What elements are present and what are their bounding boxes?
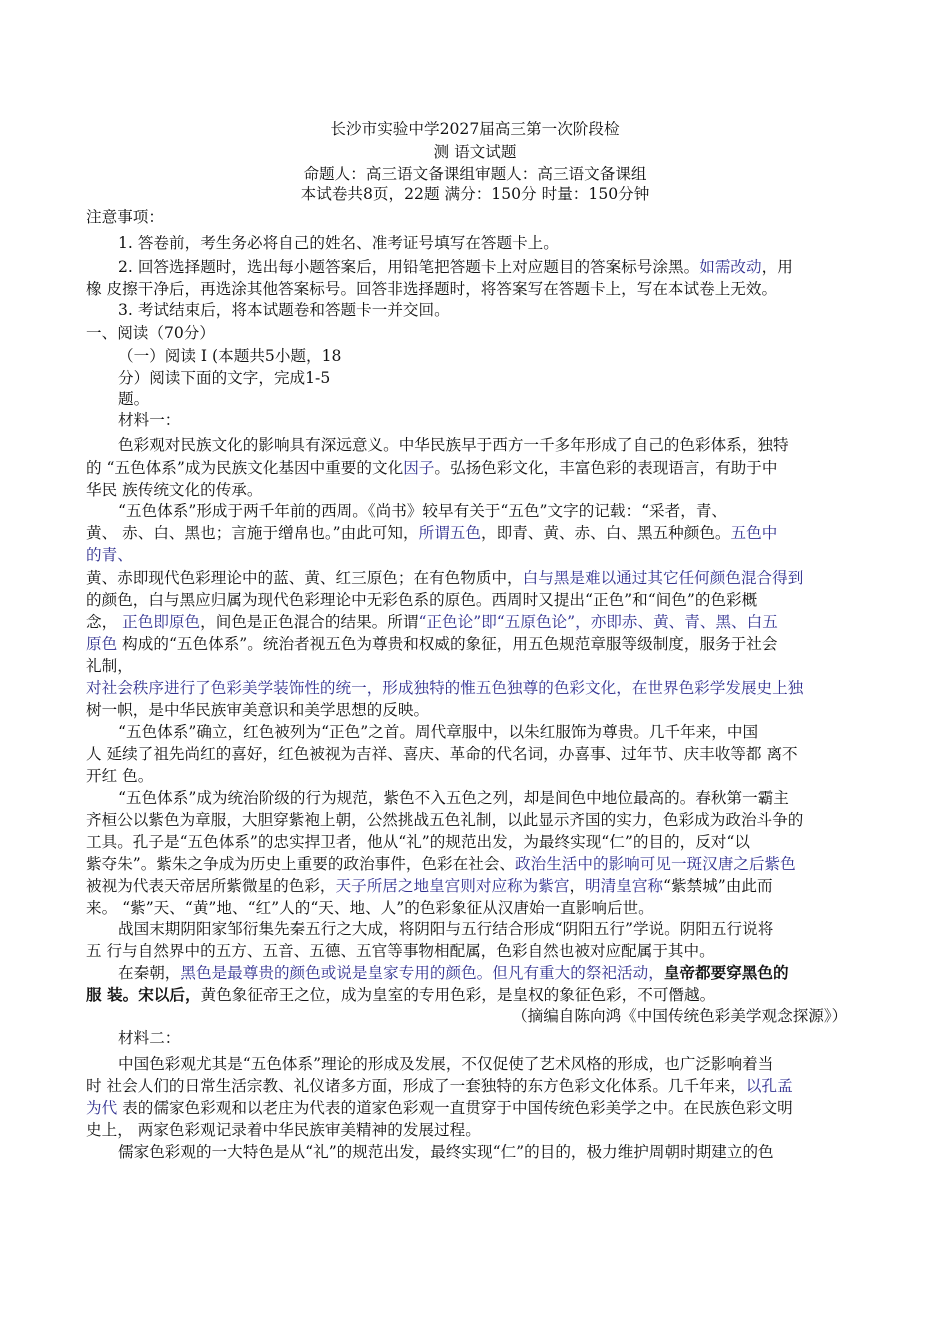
- note-item-2-cont: 橡 皮擦干净后，再选涂其他答案标号。回答非选择题时，将答案写在答题卡上，写在本试卷上无效。: [86, 280, 778, 298]
- p3-line-3: 开红 色。: [86, 767, 154, 785]
- material-two-label: 材料二：: [118, 1029, 181, 1047]
- p4-line-4: 紫夺朱”。紫朱之争成为历史上重要的政治事件，色彩在社会、政治生活中的影响可见一斑汉唐之后紫色: [86, 855, 796, 873]
- doc-title-cont: 测 语文试题: [433, 143, 517, 161]
- subsection-line-1: （一）阅读 I (本题共5小题，18: [118, 347, 342, 365]
- p5-line-2: 五 行与自然界中的五方、五音、五德、五官等事物相配属，色彩自然也被对应配属于其中。: [86, 942, 715, 960]
- subsection-line-3: 题。: [118, 390, 150, 408]
- m2-p1-line-3: 为代 表的儒家色彩观和以老庄为代表的道家色彩观一直贯穿于中国传统色彩美学之中。在民族色彩文明: [86, 1099, 793, 1117]
- doc-title: 长沙市实验中学2027届高三第一次阶段检: [330, 120, 620, 138]
- m2-p1-line-1: 中国色彩观尤其是“五色体系”理论的形成及发展，不仅促使了艺术风格的形成，也广泛影响着当: [118, 1055, 774, 1073]
- note-item-1: 1. 答卷前，考生务必将自己的姓名、准考证号填写在答题卡上。: [118, 234, 559, 252]
- p3-line-2: 人 延续了祖先尚红的喜好，红色被视为吉祥、喜庆、革命的代名词，办喜事、过年节、庆丰收等都 离不: [86, 745, 798, 763]
- p1-line-1: 色彩观对民族文化的影响具有深远意义。中华民族早于西方一千多年形成了自己的色彩体系，独特: [118, 436, 789, 454]
- p2-line-8: 礼制，: [86, 657, 133, 675]
- doc-exam-info: 本试卷共8页，22题 满分：150分 时量：150分钟: [300, 185, 650, 203]
- m2-p2-line-1: 儒家色彩观的一大特色是从“礼”的规范出发，最终实现“仁”的目的，极力维护周朝时期建立的色: [118, 1143, 774, 1161]
- p2-line-2: 黄、 赤、白、黑也；言施于缯帛也。”由此可知，所谓五色，即青、黄、赤、白、黑五种颜色。五色中: [86, 524, 778, 542]
- p6-line-2: 服 装。宋以后，黄色象征帝王之位，成为皇室的专用色彩，是皇权的象征色彩，不可僭越。: [86, 985, 716, 1004]
- source-citation: （摘编自陈向鸿《中国传统色彩美学观念探源》）: [512, 1007, 848, 1025]
- m2-p1-line-4: 史上， 两家色彩观记录着中华民族审美精神的发展过程。: [86, 1121, 481, 1139]
- subsection-line-2: 分）阅读下面的文字，完成1-5: [118, 369, 331, 387]
- p2-line-5: 的颜色，白与黑应归属为现代色彩理论中无彩色系的原色。西周时又提出“正色”和“间色”的色彩概: [86, 591, 758, 609]
- p2-line-4: 黄、赤即现代色彩理论中的蓝、黄、红三原色；在有色物质中，白与黑是难以通过其它任何颜色混合得到: [86, 569, 804, 587]
- notes-heading: 注意事项：: [86, 208, 164, 226]
- p4-line-3: 工具。孔子是“五色体系”的忠实捍卫者，他从“礼”的规范出发，为最终实现“仁”的目的，反对“以: [86, 833, 750, 851]
- m2-p1-line-2: 时 社会人们的日常生活宗教、礼仪诸多方面，形成了一套独特的东方色彩文化体系。几千年来，以孔孟: [86, 1077, 793, 1095]
- p4-line-5: 被视为代表天帝居所紫微星的色彩，天子所居之地皇宫则对应称为紫宫，明清皇宫称“紫禁城”由此而: [86, 877, 773, 895]
- p2-line-1: “五色体系”形成于两千年前的西周。《尚书》较早有关于“五色”文字的记载：“采者，青、: [118, 502, 728, 520]
- p2-line-6: 念， 正色即原色，间色是正色混合的结果。所谓“正色论”即“五原色论”，亦即赤、黄、青、黑、白五: [86, 613, 778, 631]
- p2-line-9: 对社会秩序进行了色彩美学装饰性的统一，形成独特的惟五色独尊的色彩文化，在世界色彩学发展史上独: [86, 679, 804, 697]
- p4-line-6: 来。 “紫”天、“黄”地、“红”人的“天、地、人”的色彩象征从汉唐始一直影响后世。: [86, 899, 654, 917]
- p2-line-10: 树一帜，是中华民族审美意识和美学思想的反映。: [86, 701, 430, 719]
- p2-line-3: 的青、: [86, 546, 133, 564]
- p1-line-2: 的 “五色体系”成为民族文化基因中重要的文化因子。弘扬色彩文化，丰富色彩的表现语言，有助于中: [86, 459, 778, 477]
- note-item-3: 3. 考试结束后，将本试题卷和答题卡一并交回。: [118, 301, 450, 319]
- p5-line-1: 战国末期阴阳家邹衍集先秦五行之大成，将阴阳与五行结合形成“阴阳五行”学说。阴阳五行说将: [118, 920, 774, 938]
- p6-line-1: 在秦朝，黑色是最尊贵的颜色或说是皇家专用的颜色。但凡有重大的祭祀活动，皇帝都要穿黑色的: [118, 963, 789, 982]
- doc-authors: 命题人：高三语文备课组审题人：高三语文备课组: [303, 165, 647, 183]
- p3-line-1: “五色体系”确立，红色被列为“正色”之首。周代章服中，以朱红服饰为尊贵。几千年来，中国: [118, 723, 759, 741]
- note-item-2: 2. 回答选择题时，选出每小题答案后，用铅笔把答题卡上对应题目的答案标号涂黑。如需改动，用: [118, 258, 793, 276]
- p2-line-7: 原色 构成的“五色体系”。统治者视五色为尊贵和权威的象征，用五色规范章服等级制度，服务于社会: [86, 635, 778, 653]
- section-heading: 一、阅读（70分）: [86, 324, 215, 342]
- p4-line-1: “五色体系”成为统治阶级的行为规范，紫色不入五色之列，却是间色中地位最高的。春秋第一霸主: [118, 789, 789, 807]
- p4-line-2: 齐桓公以紫色为章服，大胆穿紫袍上朝，公然挑战五色礼制，以此显示齐国的实力，色彩成为政治斗争的: [86, 811, 804, 829]
- material-one-label: 材料一：: [118, 411, 181, 429]
- p1-line-3: 华民 族传统文化的传承。: [86, 481, 263, 499]
